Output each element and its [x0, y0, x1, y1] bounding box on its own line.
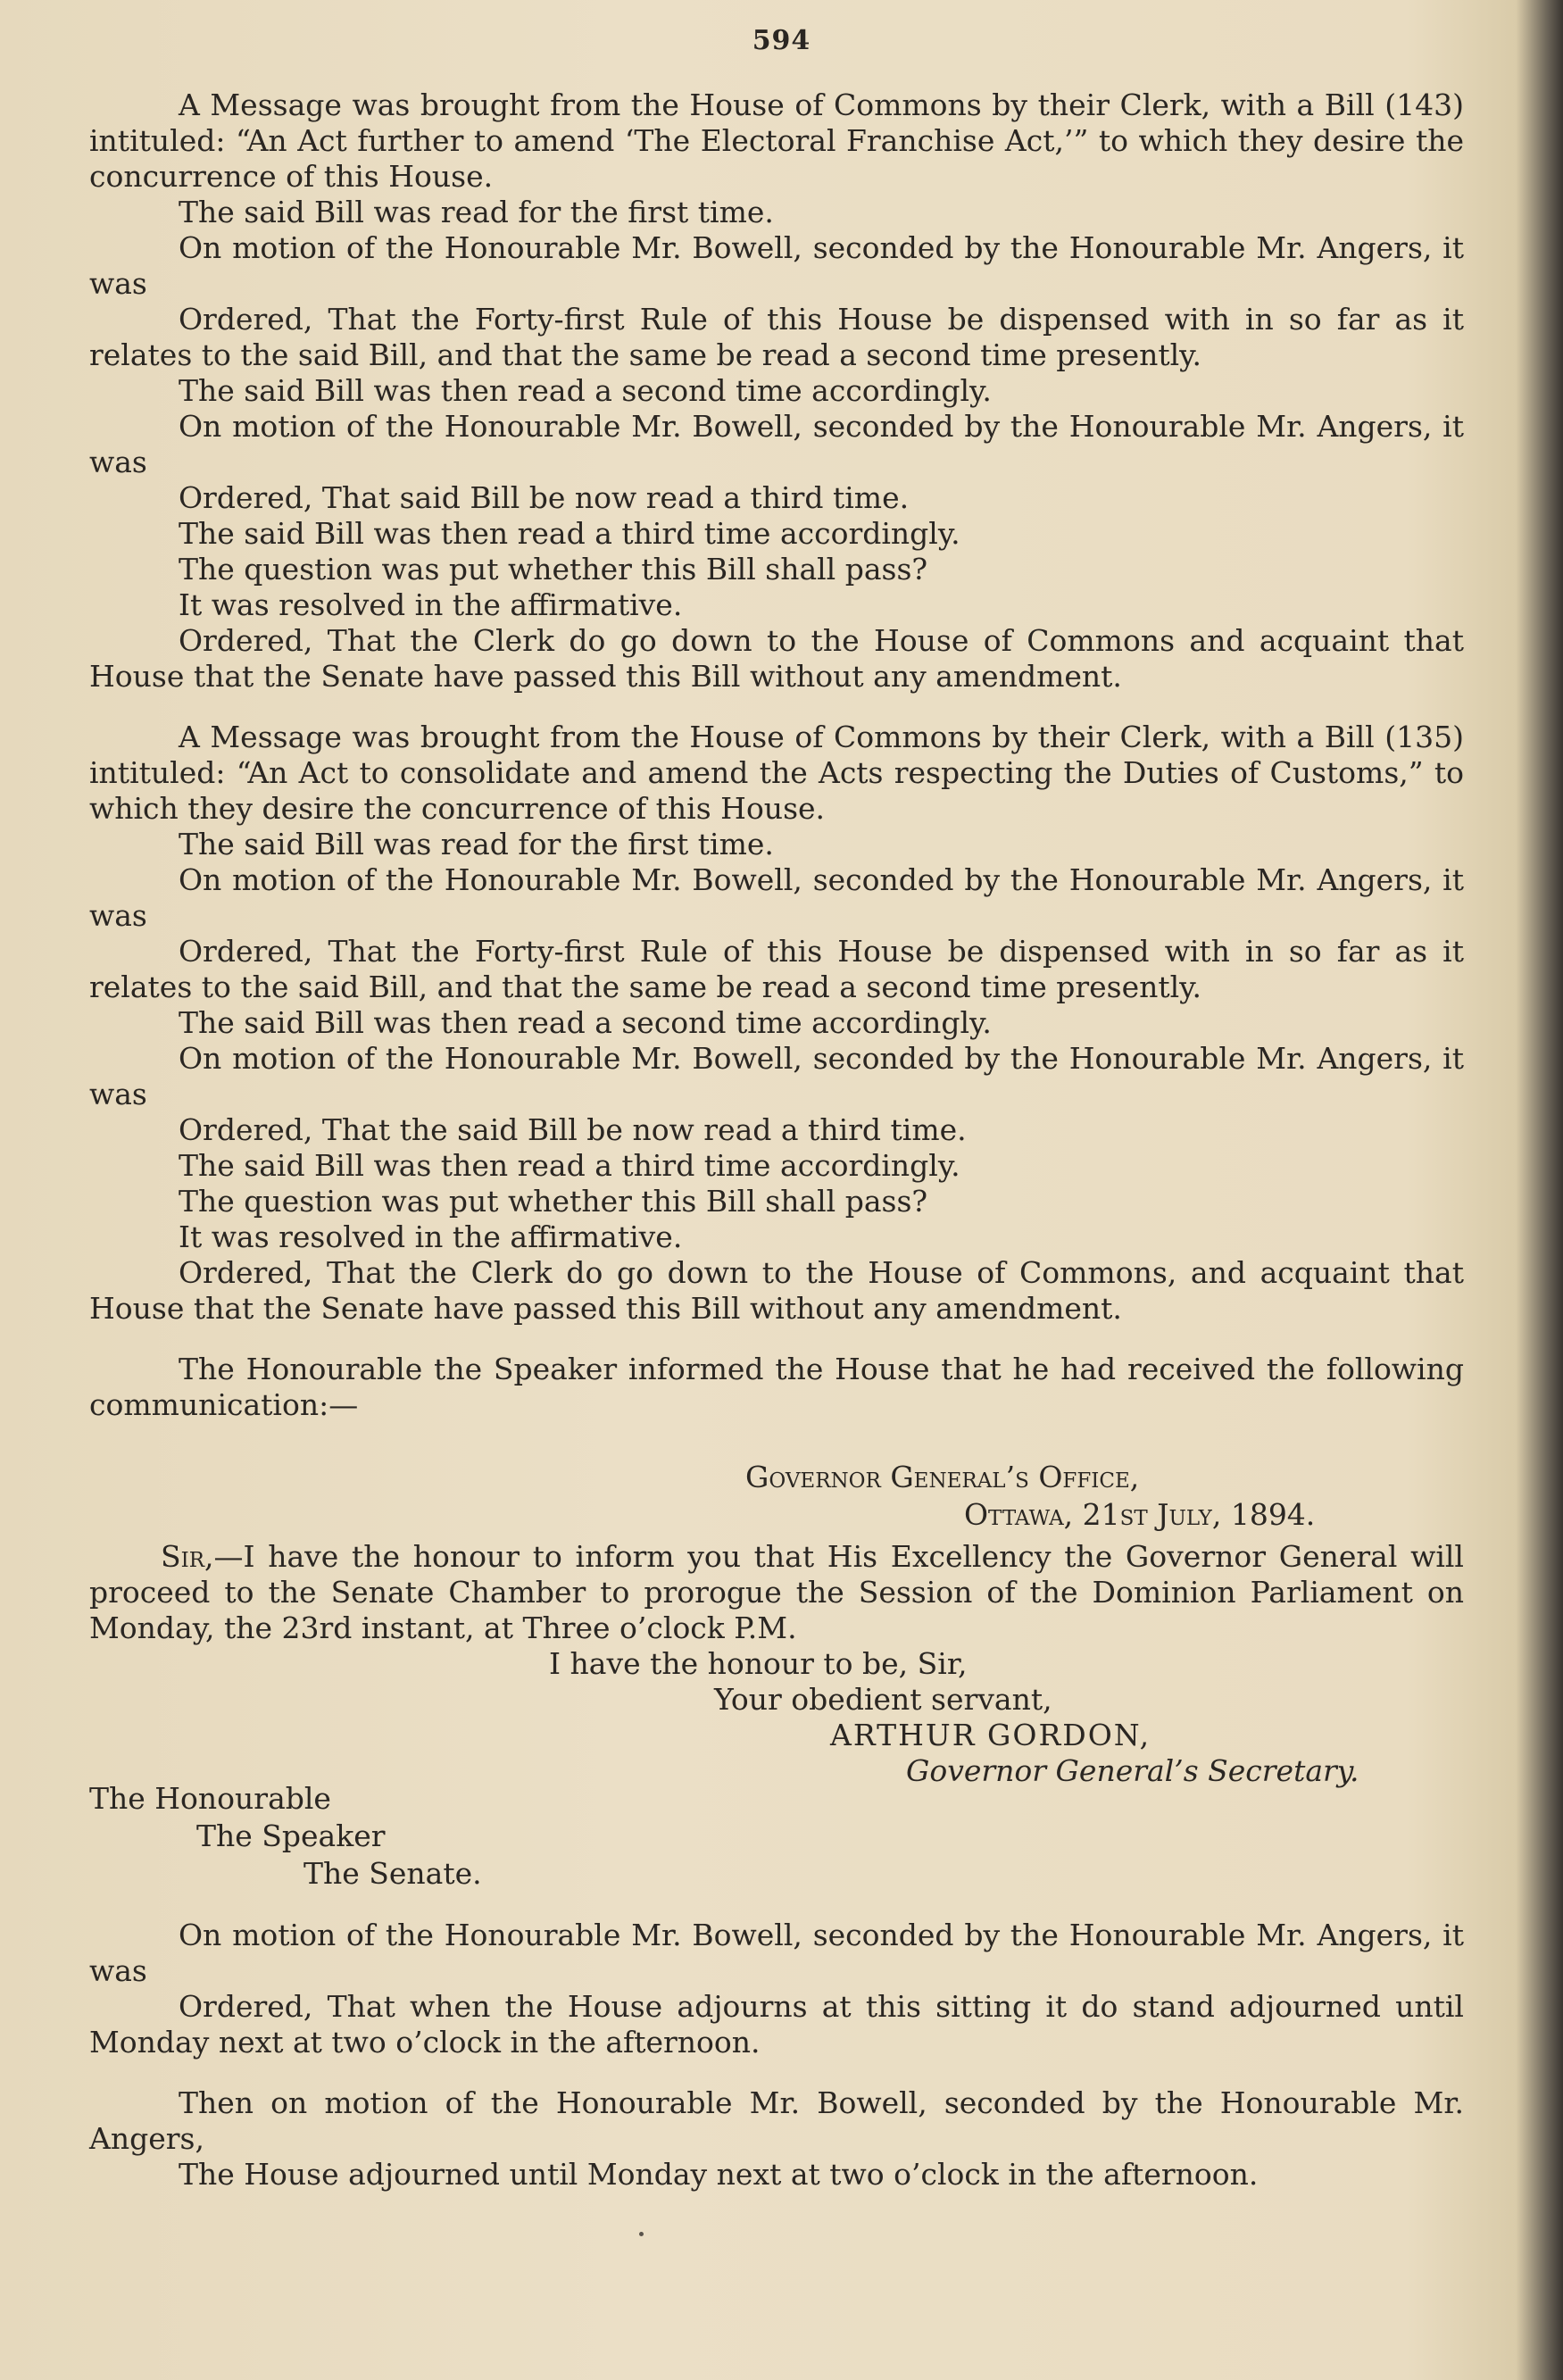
letter-heading: [89, 1459, 1464, 1534]
journal-body: [89, 87, 1464, 2193]
address-line-3: The Senate.: [303, 1856, 482, 1891]
letter-body: [89, 1539, 1464, 1646]
paragraph: The said Bill was read for the first time.: [179, 195, 774, 229]
signature-block: [89, 1753, 1464, 1796]
paragraph: A Message was brought from the House of Commons by their Clerk, with a Bill (143) intituled: “An Act further to amend ‘The Electoral Franchise Act,’” to which they desire the concurrence of this House.: [89, 87, 1464, 194]
paragraph: It was resolved in the affirmative.: [179, 1219, 683, 1254]
paragraph: Ordered, That the Forty-first Rule of this House be dispensed with in so far as it relates to the said Bill, and that the same be read a second time presently.: [89, 934, 1464, 1004]
address-line-1: The Honourable: [89, 1781, 331, 1816]
letter-place-date: Ottawa, 21st July, 1894.: [964, 1497, 1316, 1532]
address-line-2: The Speaker: [196, 1818, 386, 1853]
paragraph: The question was put whether this Bill shall pass?: [179, 552, 928, 587]
paragraph: The Honourable the Speaker informed the House that he had received the following communication:—: [89, 1352, 1464, 1422]
paragraph: Ordered, That said Bill be now read a third time.: [179, 480, 910, 515]
paragraph: Ordered, That the Forty-first Rule of this House be dispensed with in so far as it relates to the said Bill, and that the same be read a second time presently.: [89, 302, 1464, 372]
proceedings-part-2: [89, 1918, 1464, 2193]
paragraph: The House adjourned until Monday next at two o’clock in the afternoon.: [179, 2157, 1259, 2192]
paragraph: On motion of the Honourable Mr. Bowell, seconded by the Honourable Mr. Angers, it was: [89, 1041, 1464, 1111]
paragraph: Ordered, That when the House adjourns at this sitting it do stand adjourned until Monday next at two o’clock in the afternoon.: [89, 1989, 1464, 2060]
closing-line-2: Your obedient servant,: [714, 1682, 1052, 1717]
letter-address: [89, 1780, 1464, 1893]
paragraph: The said Bill was then read a third time accordingly.: [179, 516, 960, 551]
letter-closing: [89, 1646, 1464, 1753]
paragraph: On motion of the Honourable Mr. Bowell, seconded by the Honourable Mr. Angers, it was: [89, 1918, 1464, 1988]
paragraph: Then on motion of the Honourable Mr. Bowell, seconded by the Honourable Mr. Angers,: [89, 2085, 1464, 2156]
paragraph: The said Bill was then read a second time accordingly.: [179, 373, 992, 408]
paragraph: The said Bill was then read a second time accordingly.: [179, 1005, 992, 1040]
paragraph: Ordered, That the Clerk do go down to the House of Commons and acquaint that House that the Senate have passed this Bill without any amendment.: [89, 623, 1464, 694]
letter-salutation: Sir,: [161, 1539, 214, 1574]
paragraph: Ordered, That the said Bill be now read a third time.: [179, 1112, 967, 1147]
ink-speck: [639, 2232, 644, 2236]
signature-title: Governor General’s Secretary.: [906, 1753, 1359, 1788]
letter-body-text: —I have the honour to inform you that His Excellency the Governor General will proceed to the Senate Chamber to prorogue the Session of the Dominion Parliament on Monday, the 23rd instant, at Three o’clock P.M.: [89, 1539, 1464, 1645]
paragraph: It was resolved in the affirmative.: [179, 587, 683, 622]
signature-name: ARTHUR GORDON,: [830, 1718, 1151, 1752]
paragraph: The said Bill was read for the first time.: [179, 827, 774, 861]
paragraph: On motion of the Honourable Mr. Bowell, seconded by the Honourable Mr. Angers, it was: [89, 230, 1464, 301]
paragraph: The question was put whether this Bill shall pass?: [179, 1184, 928, 1219]
proceedings-part-1: [89, 87, 1464, 1423]
paragraph: The said Bill was then read a third time accordingly.: [179, 1148, 960, 1183]
page-number: 594: [752, 25, 811, 56]
closing-line-1: I have the honour to be, Sir,: [549, 1646, 968, 1681]
paragraph: Ordered, That the Clerk do go down to the House of Commons, and acquaint that House that the Senate have passed this Bill without any amendment.: [89, 1255, 1464, 1326]
letter-office: Governor General’s Office,: [745, 1460, 1140, 1494]
paragraph: On motion of the Honourable Mr. Bowell, seconded by the Honourable Mr. Angers, it was: [89, 862, 1464, 933]
paragraph: On motion of the Honourable Mr. Bowell, seconded by the Honourable Mr. Angers, it was: [89, 409, 1464, 479]
paragraph: A Message was brought from the House of Commons by their Clerk, with a Bill (135) intituled: “An Act to consolidate and amend the Acts respecting the Duties of Customs,” to which they desire the concurrence of this House.: [89, 720, 1464, 826]
